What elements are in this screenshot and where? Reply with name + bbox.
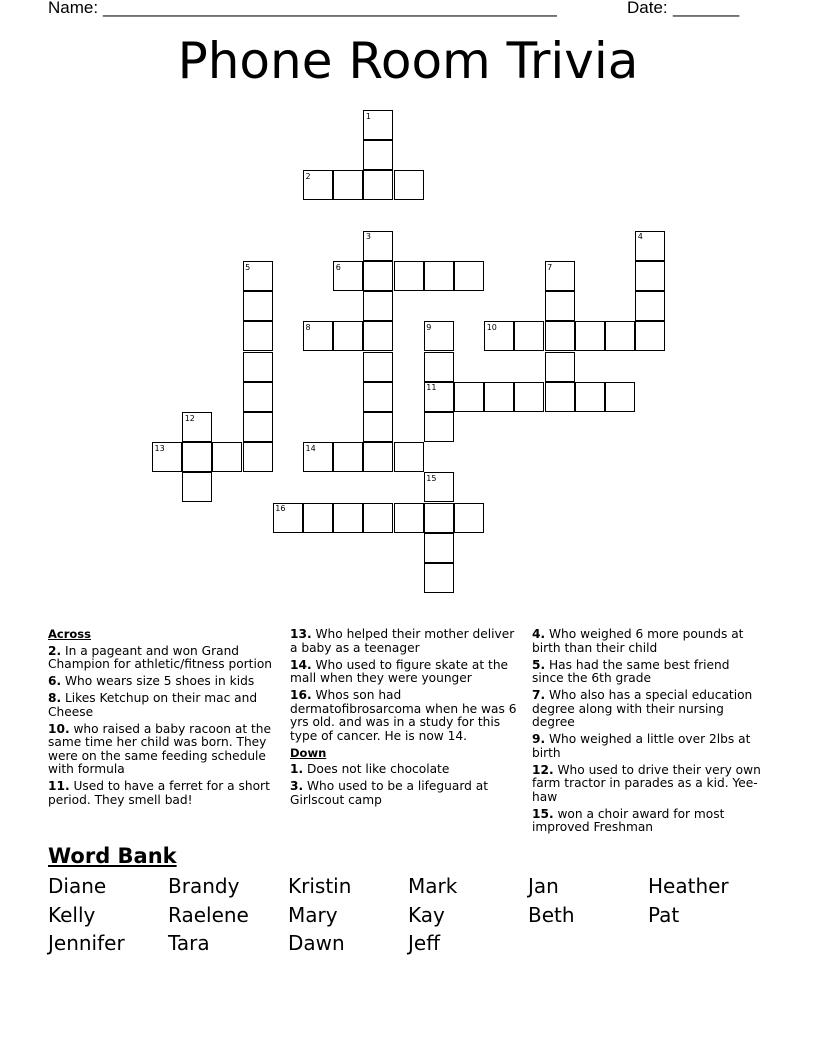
word-bank-word: Heather xyxy=(648,874,729,898)
clue-down-12: 12. Who used to drive their very own farm tractor in parades as a kid. Yee-haw xyxy=(532,762,761,804)
clue-across-13: 13. Who helped their mother deliver a baby as a teenager xyxy=(290,627,515,655)
clue-down-7: 7. Who also has a special education degree along with their nursing degree xyxy=(532,688,753,729)
clue-across-11: 11. Used to have a ferret for a short period. They smell bad! xyxy=(48,779,270,807)
clue-down-1: 1. Does not like chocolate xyxy=(290,762,450,776)
crossword-cell[interactable] xyxy=(363,261,393,291)
crossword-cell[interactable] xyxy=(454,261,484,291)
crossword-cell[interactable] xyxy=(243,291,273,321)
clue-number: 14 xyxy=(305,443,316,453)
clues-column-3 xyxy=(532,628,764,838)
clue-number: 1 xyxy=(365,111,371,121)
crossword-cell[interactable] xyxy=(243,352,273,382)
crossword-cell[interactable] xyxy=(363,170,393,200)
crossword-cell[interactable] xyxy=(303,503,333,533)
clue-number: 4 xyxy=(637,232,643,242)
clue-number: 8 xyxy=(305,322,311,332)
crossword-cell[interactable] xyxy=(454,382,484,412)
name-label: Name: xyxy=(48,0,99,17)
crossword-cell[interactable] xyxy=(333,503,363,533)
word-bank-word: Kristin xyxy=(288,874,352,898)
crossword-cell[interactable] xyxy=(605,321,635,351)
clue-across-8: 8. Likes Ketchup on their mac and Cheese xyxy=(48,691,258,719)
clue-down-4: 4. Who weighed 6 more pounds at birth than their child xyxy=(532,627,744,655)
clue-down-15: 15. won a choir award for most improved Freshman xyxy=(532,806,725,834)
crossword-cell[interactable] xyxy=(545,291,575,321)
crossword-cell[interactable] xyxy=(484,382,514,412)
crossword-cell[interactable] xyxy=(243,442,273,472)
word-bank-title: Word Bank xyxy=(48,844,177,868)
page-title: Phone Room Trivia xyxy=(177,32,639,90)
clue-across-14: 14. Who used to figure skate at the mall when they were younger xyxy=(290,657,509,685)
crossword-cell[interactable] xyxy=(333,321,363,351)
word-bank-word: Jan xyxy=(528,874,559,898)
crossword-cell[interactable] xyxy=(635,291,665,321)
crossword-cell[interactable] xyxy=(424,563,454,593)
clue-number: 13 xyxy=(154,443,165,453)
crossword-cell[interactable] xyxy=(545,321,575,351)
word-bank-word: Jennifer xyxy=(48,931,125,955)
word-bank-word: Diane xyxy=(48,874,107,898)
crossword-cell[interactable] xyxy=(394,503,424,533)
clue-across-6: 6. Who wears size 5 shoes in kids xyxy=(48,674,255,688)
crossword-cell[interactable] xyxy=(363,352,393,382)
crossword-cell[interactable] xyxy=(243,382,273,412)
crossword-cell[interactable] xyxy=(575,382,605,412)
crossword-cell[interactable] xyxy=(363,503,393,533)
crossword-cell[interactable] xyxy=(454,503,484,533)
crossword-cell[interactable] xyxy=(243,321,273,351)
clue-number: 7 xyxy=(547,262,553,272)
clue-number: 5 xyxy=(245,262,251,272)
crossword-cell[interactable] xyxy=(212,442,242,472)
crossword-cell[interactable] xyxy=(363,442,393,472)
date-label: Date: xyxy=(627,0,668,17)
word-bank-word: Dawn xyxy=(288,931,345,955)
clue-number: 6 xyxy=(335,262,341,272)
word-bank-word: Beth xyxy=(528,903,575,927)
word-bank-word: Brandy xyxy=(168,874,240,898)
clue-number: 12 xyxy=(184,413,195,423)
word-bank-word: Tara xyxy=(168,931,210,955)
crossword-cell[interactable] xyxy=(363,412,393,442)
word-bank-word: Kelly xyxy=(48,903,96,927)
crossword-cell[interactable] xyxy=(545,352,575,382)
crossword-cell[interactable] xyxy=(605,382,635,412)
word-bank-word: Kay xyxy=(408,903,445,927)
word-bank-word: Raelene xyxy=(168,903,249,927)
crossword-cell[interactable] xyxy=(424,533,454,563)
clue-number: 3 xyxy=(365,232,371,242)
clue-number: 16 xyxy=(275,504,286,514)
clue-number: 9 xyxy=(426,322,432,332)
crossword-cell[interactable] xyxy=(363,140,393,170)
crossword-cell[interactable] xyxy=(182,442,212,472)
clue-number: 2 xyxy=(305,171,311,181)
crossword-cell[interactable] xyxy=(363,321,393,351)
clue-across-16: 16. Whos son had dermatofibrosarcoma when he was 6 yrs old. and was in a study for this type of cancer. He is now 14. xyxy=(290,688,517,743)
word-bank-word: Mark xyxy=(408,874,458,898)
clue-number: 15 xyxy=(426,473,437,483)
clues-column-2 xyxy=(290,628,522,811)
clue-down-5: 5. Has had the same best friend since the 6th grade xyxy=(532,657,730,685)
clue-down-9: 9. Who weighed a little over 2lbs at birth xyxy=(532,732,751,760)
crossword-cell[interactable] xyxy=(333,170,363,200)
crossword-cell[interactable] xyxy=(635,261,665,291)
down-heading: Down xyxy=(290,745,327,760)
clue-across-2: 2. In a pageant and won Grand Champion for athletic/fitness portion xyxy=(48,643,273,671)
across-heading: Across xyxy=(48,627,91,641)
crossword-cell[interactable] xyxy=(363,382,393,412)
crossword-cell[interactable] xyxy=(394,261,424,291)
crossword-cell[interactable] xyxy=(424,261,454,291)
crossword-cell[interactable] xyxy=(424,412,454,442)
crossword-cell[interactable] xyxy=(363,291,393,321)
date-blank[interactable]: _______ xyxy=(673,0,740,17)
crossword-cell[interactable] xyxy=(424,352,454,382)
clue-down-3: 3. Who used to be a lifeguard at Girlscout camp xyxy=(290,779,488,807)
clue-number: 11 xyxy=(426,383,437,393)
crossword-cell[interactable] xyxy=(243,412,273,442)
crossword-cell[interactable] xyxy=(635,321,665,351)
word-bank-word: Jeff xyxy=(408,931,440,955)
clues-column-1 xyxy=(48,628,280,811)
crossword-cell[interactable] xyxy=(575,321,605,351)
crossword-cell[interactable] xyxy=(514,382,544,412)
crossword-cell[interactable] xyxy=(424,503,454,533)
word-bank-word: Pat xyxy=(648,903,680,927)
crossword-cell[interactable] xyxy=(182,472,212,502)
crossword-cell[interactable] xyxy=(394,442,424,472)
clue-across-10: 10. who raised a baby racoon at the same time her child was born. They were on the same feeding schedule with formula xyxy=(48,721,271,776)
crossword-cell[interactable] xyxy=(545,382,575,412)
crossword-cell[interactable] xyxy=(333,442,363,472)
crossword-cell[interactable] xyxy=(514,321,544,351)
word-bank-word: Mary xyxy=(288,903,338,927)
clue-number: 10 xyxy=(486,322,497,332)
crossword-cell[interactable] xyxy=(394,170,424,200)
name-blank[interactable]: ________________________________________________ xyxy=(103,0,557,17)
